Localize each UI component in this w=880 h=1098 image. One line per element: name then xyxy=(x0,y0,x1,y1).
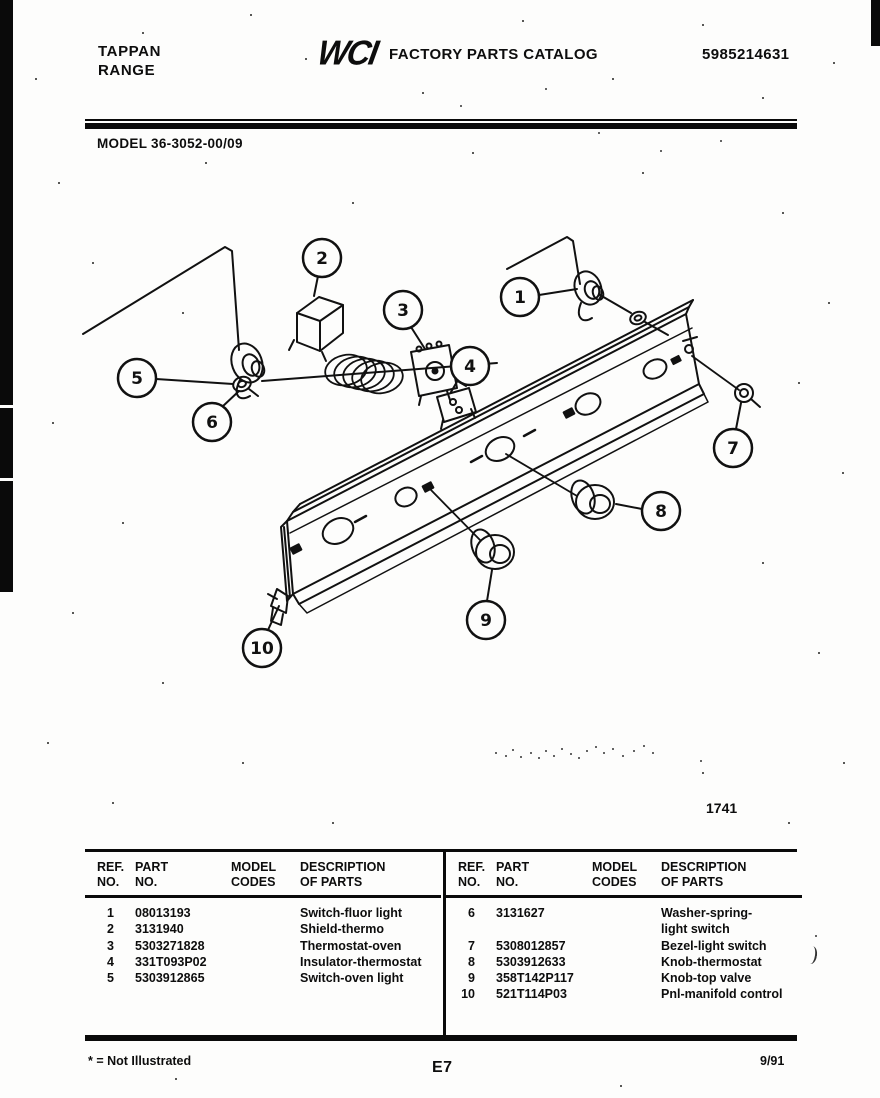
svg-text:7: 7 xyxy=(727,439,739,459)
callout-10 xyxy=(243,629,281,667)
svg-text:8: 8 xyxy=(655,502,667,522)
scan-notch xyxy=(0,405,14,408)
table-row: 8 5303912633 Knob-thermostat xyxy=(468,954,762,969)
wci-logo: WCI xyxy=(314,33,380,72)
model-number: MODEL 36-3052-00/09 xyxy=(97,136,243,151)
callout-3 xyxy=(384,291,422,329)
parts-table-left xyxy=(85,852,441,1035)
issue-date: 9/91 xyxy=(760,1054,785,1068)
table-row: 3 5303271828 Thermostat-oven xyxy=(107,938,402,953)
callout-5 xyxy=(118,359,156,397)
table-row: 9 358T142P117 Knob-top valve xyxy=(468,971,752,986)
table-body-left xyxy=(85,898,441,986)
col-ref: REF. NO. xyxy=(458,860,486,889)
col-part: PART NO. xyxy=(135,860,169,889)
bezel-part xyxy=(735,384,760,407)
thermo-shield-part xyxy=(289,297,343,361)
svg-text:2: 2 xyxy=(316,249,328,269)
svg-text:6: 6 xyxy=(206,413,218,433)
header-rule-thick xyxy=(85,123,797,129)
col-codes: MODEL CODES xyxy=(231,860,277,889)
callout-8 xyxy=(642,492,680,530)
callout-6 xyxy=(193,403,231,441)
scan-notch xyxy=(0,478,14,481)
table-row: 10 521T114P03 Pnl-manifold control xyxy=(461,987,783,1002)
svg-text:10: 10 xyxy=(250,639,274,659)
table-body-right xyxy=(446,898,802,1003)
exploded-parts-diagram xyxy=(60,160,820,720)
col-codes: MODEL CODES xyxy=(592,860,638,889)
callout-balloons xyxy=(118,239,752,667)
brand-name xyxy=(98,42,161,80)
catalog-title: FACTORY PARTS CATALOG xyxy=(389,46,598,63)
scan-edge-bar-left xyxy=(0,0,13,592)
callout-4 xyxy=(451,347,489,385)
spring-washer-part xyxy=(231,374,258,396)
table-row: 1 08013193 Switch-fluor light xyxy=(107,906,403,920)
thermostat-knob-part xyxy=(567,477,614,519)
table-header-right xyxy=(446,852,802,898)
control-panel-part xyxy=(281,300,739,613)
parts-table-right xyxy=(446,852,802,1035)
brand-line1: TAPPAN xyxy=(98,43,162,60)
parts-table xyxy=(85,849,797,1041)
svg-text:1: 1 xyxy=(514,288,526,308)
callout-7 xyxy=(714,429,752,467)
table-row: 7 5308012857 Bezel-light switch xyxy=(468,938,767,953)
table-row: 6 3131627 Washer-spring- light switch xyxy=(468,906,753,937)
scan-edge-bar-top-right xyxy=(871,0,880,46)
publication-number: 5985214631 xyxy=(702,46,790,63)
scan-noise-speckles xyxy=(0,0,2,2)
page-code: E7 xyxy=(432,1059,453,1076)
table-row: 4 331T093P02 Insulator-thermostat xyxy=(107,954,422,969)
callout-2 xyxy=(303,239,341,277)
table-row: 2 3131940 Shield-thermo xyxy=(107,922,385,937)
col-part: PART NO. xyxy=(496,860,530,889)
col-desc: DESCRIPTION OF PARTS xyxy=(661,860,747,889)
brand-line2: RANGE xyxy=(98,62,156,79)
header-rule-thin xyxy=(85,119,797,121)
valve-knob-part xyxy=(467,526,514,569)
svg-text:9: 9 xyxy=(480,611,492,631)
col-ref: REF. NO. xyxy=(97,860,125,889)
svg-text:3: 3 xyxy=(397,301,409,321)
svg-text:5: 5 xyxy=(131,369,143,389)
not-illustrated-note: * = Not Illustrated xyxy=(88,1054,192,1068)
scan-artifact-paren xyxy=(805,945,818,964)
callout-9 xyxy=(467,601,505,639)
figure-number: 1741 xyxy=(706,800,738,816)
callout-1 xyxy=(501,278,539,316)
svg-text:4: 4 xyxy=(464,357,476,377)
table-row: 5 5303912865 Switch-oven light xyxy=(107,971,404,986)
col-desc: DESCRIPTION OF PARTS xyxy=(300,860,386,889)
table-header-left xyxy=(85,852,441,898)
